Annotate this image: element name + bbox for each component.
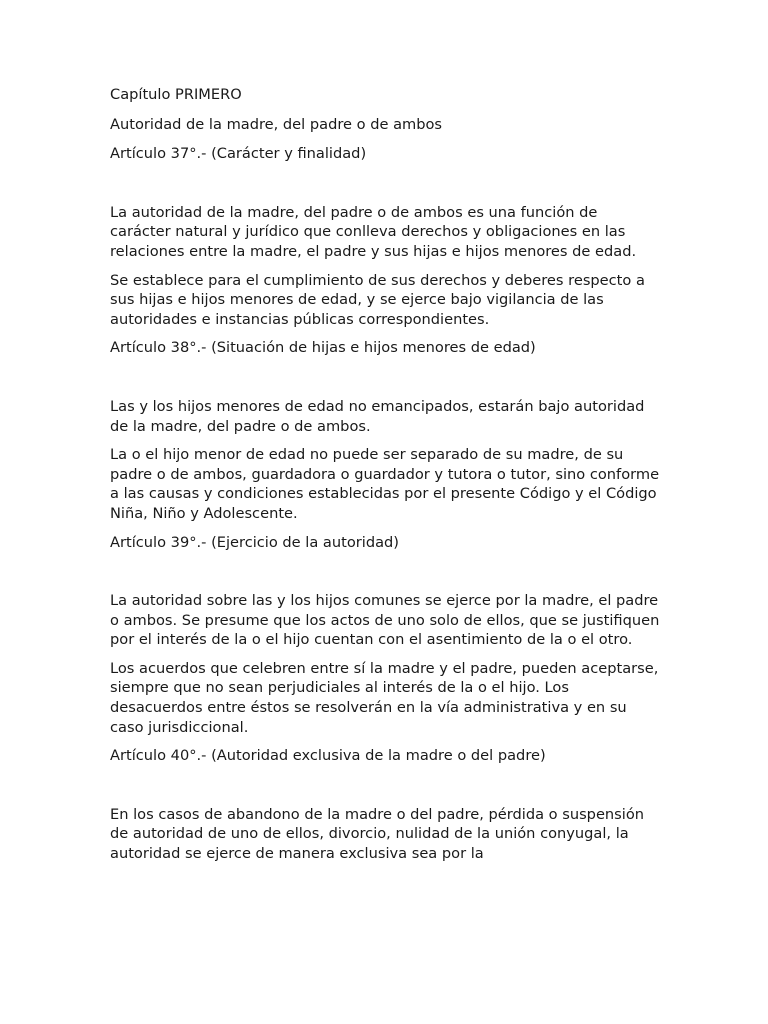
paragraph: Se establece para el cumplimiento de sus derechos y deberes respecto a sus hijas e hijos menores de edad, y se ejerce bajo vigilancia de las autoridades e instancias públicas correspondientes. bbox=[110, 271, 645, 328]
article-heading: Artículo 38°.- (Situación de hijas e hijos menores de edad) bbox=[110, 339, 536, 357]
paragraph: Las y los hijos menores de edad no emancipados, estarán bajo autoridad de la madre, del padre o de ambos. bbox=[110, 397, 645, 435]
chapter-heading: Capítulo PRIMERO bbox=[110, 86, 242, 103]
document-body bbox=[110, 85, 662, 873]
article-heading: Artículo 40°.- (Autoridad exclusiva de la madre o del padre) bbox=[110, 747, 546, 765]
chapter-title: Autoridad de la madre, del padre o de ambos bbox=[110, 115, 443, 133]
blank-line bbox=[110, 776, 662, 805]
paragraph: La autoridad sobre las y los hijos comunes se ejerce por la madre, el padre o ambos. Se presume que los actos de uno solo de ellos, que se justifiquen por el interés de la o el hijo cuentan con el asentimiento de la o el otro. bbox=[110, 592, 660, 649]
article-heading: Artículo 39°.- (Ejercicio de la autoridad) bbox=[110, 533, 399, 551]
paragraph: En los casos de abandono de la madre o del padre, pérdida o suspensión de autoridad de uno de ellos, divorcio, nulidad de la unión conyugal, la autoridad se ejerce de manera exclusiva sea por la bbox=[110, 805, 645, 863]
paragraph: Los acuerdos que celebren entre sí la madre y el padre, pueden aceptarse, siempre que no sean perjudiciales al interés de la o el hijo. Los desacuerdos entre éstos se resolverán en la vía administrativa y en su caso jurisdiccional. bbox=[110, 659, 659, 736]
blank-line bbox=[110, 562, 662, 591]
blank-line bbox=[110, 368, 662, 397]
paragraph: La autoridad de la madre, del padre o de ambos es una función de carácter natural y jurídico que conlleva derechos y obligaciones en las relaciones entre la madre, el padre y sus hijas e hijos menores de edad. bbox=[110, 203, 637, 260]
article-heading: Artículo 37°.- (Carácter y finalidad) bbox=[110, 145, 367, 163]
paragraph: La o el hijo menor de edad no puede ser separado de su madre, de su padre o de ambos, guardadora o guardador y tutora o tutor, sino conforme a las causas y condiciones establecidas por el presente Código y el Código Niña, Niño y Adolescente. bbox=[110, 446, 660, 522]
blank-line bbox=[110, 174, 662, 203]
